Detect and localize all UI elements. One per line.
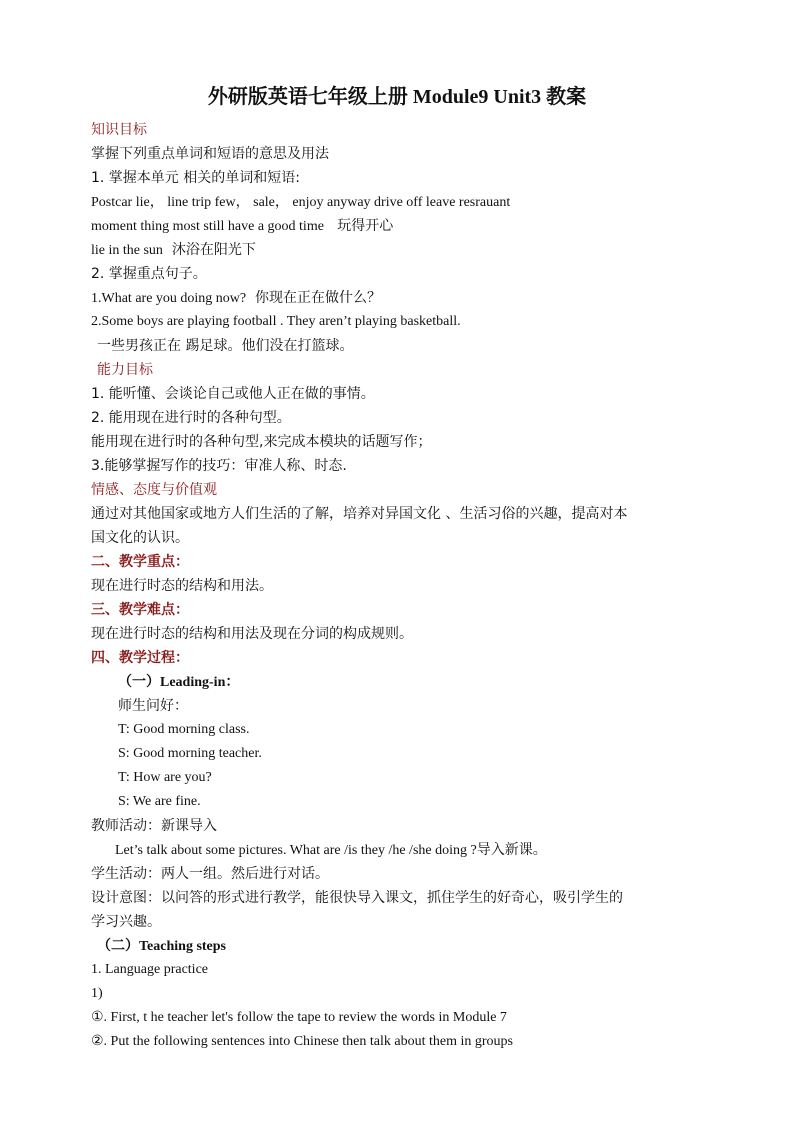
text-line: 2. 能用现在进行时的各种句型。 [91, 410, 291, 426]
heading-knowledge-goals: 知识目标 [91, 122, 147, 138]
subheading-teaching-steps [97, 937, 226, 956]
text-line: 1. 掌握本单元 相关的单词和短语: [91, 170, 300, 186]
text-line: ②. Put the following sentences into Chinese then talk about them in groups [91, 1034, 513, 1049]
subheading-number: （一） [118, 674, 160, 690]
heading-emotion-values: 情感、态度与价值观 [91, 482, 217, 498]
dialogue-line: T: Good morning class. [118, 722, 250, 737]
subheading-number: （二） [97, 938, 139, 954]
vocabulary-line: Postcar lie， line trip few， sale， enjoy anyway drive off leave resrauant [91, 195, 511, 210]
vocab-english: moment thing most still have a good time [91, 219, 324, 234]
line-chinese: 导入新课。 [476, 842, 547, 858]
text-line: 国文化的认识。 [91, 530, 189, 546]
text-line: 设计意图：以问答的形式进行教学，能很快导入课文，抓住学生的好奇心，吸引学生的 [91, 890, 623, 906]
line-english: Let’s talk about some pictures. What are /is they /he /she doing ? [115, 843, 477, 858]
heading-teaching-focus: 二、教学重点： [91, 554, 189, 570]
text-line: 掌握下列重点单词和短语的意思及用法 [91, 146, 329, 162]
text-line: 1) [91, 986, 103, 1001]
dialogue-line: S: We are fine. [118, 794, 201, 809]
text-line: 1. Language practice [91, 962, 208, 977]
subheading-text: Teaching steps [139, 939, 227, 954]
text-line [115, 841, 547, 860]
text-line: 通过对其他国家或地方人们生活的了解，培养对异国文化 、生活习俗的兴趣，提高对本 [91, 506, 628, 522]
text-line: ①. First, t he teacher let's follow the tape to review the words in Module 7 [91, 1010, 507, 1025]
text-line: 学习兴趣。 [91, 914, 161, 930]
vocabulary-line [91, 217, 393, 236]
text-line: 现在进行时态的结构和用法及现在分词的构成规则。 [91, 626, 413, 642]
vocab-english: lie in the sun [91, 243, 163, 258]
text-line: 学生活动：两人一组。然后进行对话。 [91, 866, 329, 882]
dialogue-line: T: How are you? [118, 770, 212, 785]
sentence-english: 1.What are you doing now? [91, 291, 247, 306]
heading-ability-goals: 能力目标 [97, 362, 153, 378]
subheading-text: Leading-in： [160, 675, 240, 690]
sentence-line [91, 289, 381, 308]
text-line: 3.能够掌握写作的技巧：审准人称、时态. [91, 458, 347, 474]
heading-teaching-difficulty: 三、教学难点： [91, 602, 189, 618]
text-line: 现在进行时态的结构和用法。 [91, 578, 273, 594]
subheading-leading-in [118, 673, 239, 692]
vocab-chinese: 沐浴在阳光下 [171, 242, 256, 258]
text-line: 师生问好： [118, 698, 188, 714]
vocab-chinese: 玩得开心 [337, 218, 394, 234]
text-line: 能用现在进行时的各种句型,来完成本模块的话题写作； [91, 434, 432, 450]
vocabulary-line [91, 241, 256, 260]
dialogue-line: S: Good morning teacher. [118, 746, 262, 761]
text-line: 教师活动：新课导入 [91, 818, 217, 834]
text-line: 1. 能听懂、会谈论自己或他人正在做的事情。 [91, 386, 375, 402]
text-line: 2. 掌握重点句子。 [91, 266, 207, 282]
sentence-translation: 一些男孩正在 踢足球。他们没在打篮球。 [97, 338, 354, 354]
sentence-line: 2.Some boys are playing football . They aren’t playing basketball. [91, 314, 461, 329]
document-title: 外研版英语七年级上册 Module9 Unit3 教案 [207, 86, 587, 108]
heading-teaching-process: 四、教学过程： [91, 650, 189, 666]
sentence-chinese: 你现在正在做什么？ [255, 290, 382, 306]
